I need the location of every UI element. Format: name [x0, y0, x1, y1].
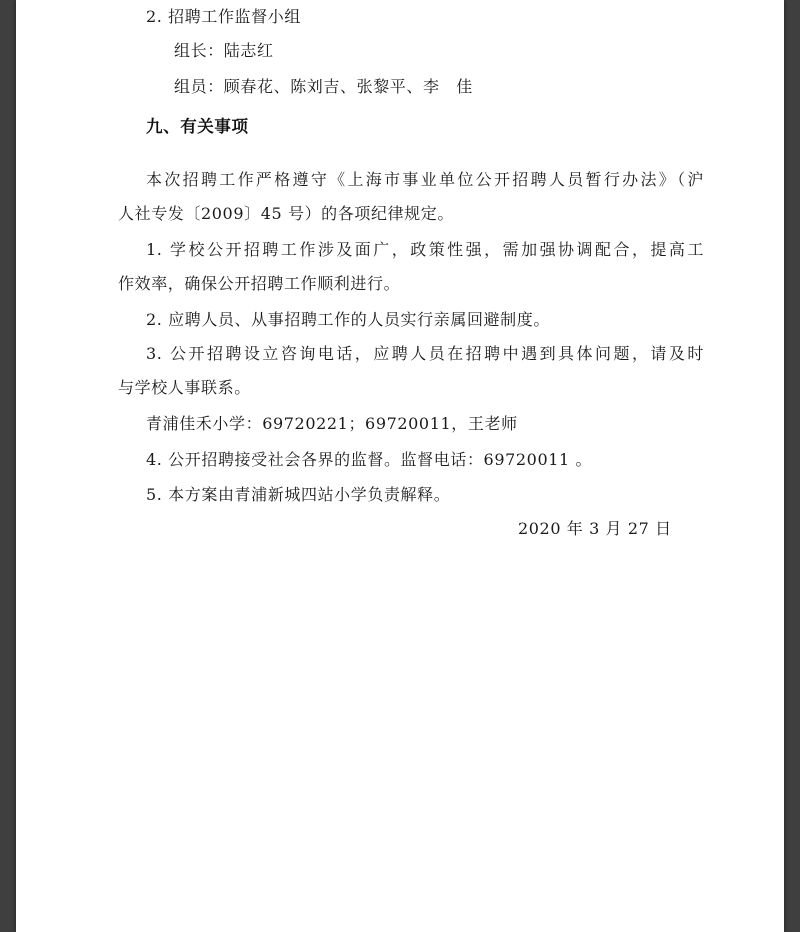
list-item-4: 4. 公开招聘接受社会各界的监督。监督电话：69720011 。 [146, 450, 593, 469]
list-item-2: 2. 应聘人员、从事招聘工作的人员实行亲属回避制度。 [146, 310, 550, 329]
contact-line: 青浦佳禾小学：69720221；69720011，王老师 [146, 414, 518, 433]
section-heading-related-matters: 九、有关事项 [146, 117, 249, 136]
section-item-supervision-group: 2. 招聘工作监督小组 [146, 7, 301, 26]
group-members-line: 组员：顾春花、陈刘吉、张黎平、李 佳 [174, 77, 473, 96]
paragraph-line: 本次招聘工作严格遵守《上海市事业单位公开招聘人员暂行办法》（沪 [146, 170, 704, 189]
group-leader-line: 组长：陆志红 [174, 41, 274, 60]
paragraph-line: 人社专发〔2009〕45 号）的各项纪律规定。 [118, 204, 454, 223]
document-page [16, 0, 784, 932]
list-item-1-line: 1. 学校公开招聘工作涉及面广，政策性强，需加强协调配合，提高工 [146, 240, 704, 259]
document-date: 2020 年 3 月 27 日 [518, 519, 672, 538]
list-item-1-line: 作效率，确保公开招聘工作顺利进行。 [118, 274, 401, 293]
list-item-5: 5. 本方案由青浦新城四站小学负责解释。 [146, 485, 451, 504]
list-item-3-line: 与学校人事联系。 [118, 378, 251, 397]
list-item-3-line: 3. 公开招聘设立咨询电话，应聘人员在招聘中遇到具体问题，请及时 [146, 344, 704, 363]
